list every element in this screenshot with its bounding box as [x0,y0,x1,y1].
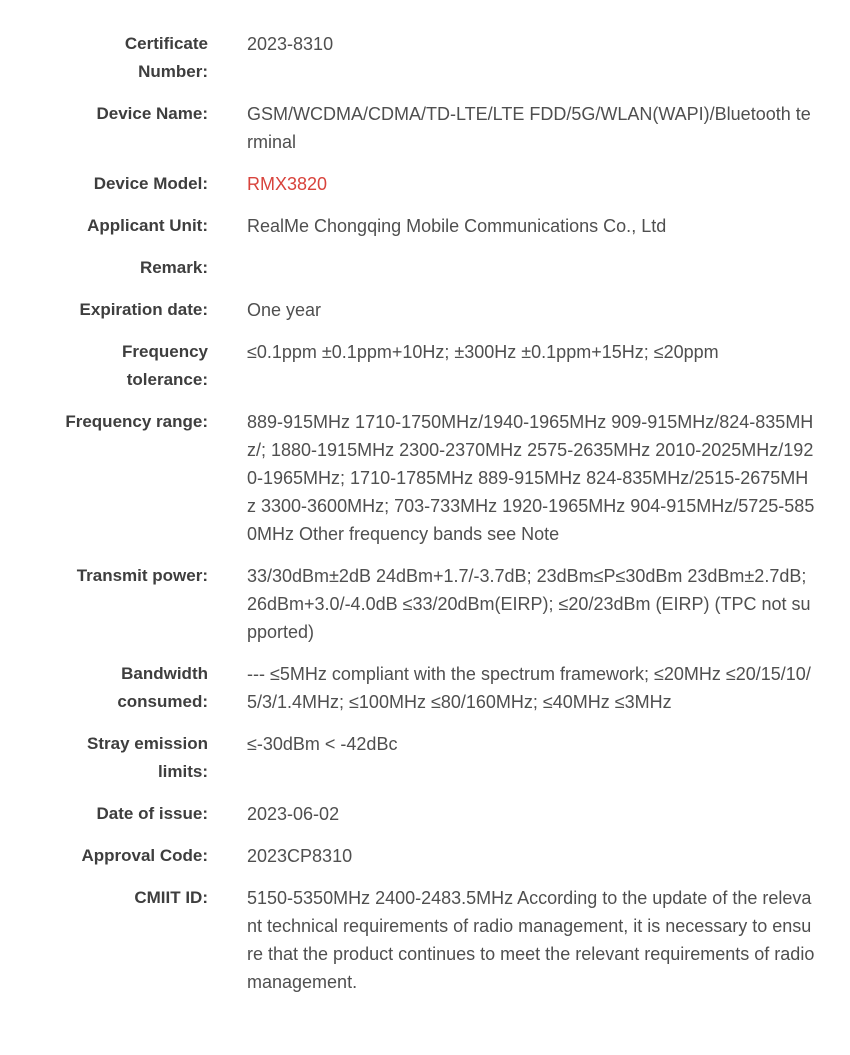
stray-emission-limits-value: ≤-30dBm < -42dBc [247,734,398,754]
certificate-number-label: Certificate Number: [124,34,208,81]
device-model-label: Device Model: [93,174,208,193]
frequency-tolerance-row [0,338,850,394]
bandwidth-consumed-label: Bandwidth consumed: [117,664,208,711]
transmit-power-row [0,562,850,646]
device-model-row [0,170,850,198]
cmiit-id-label: CMIIT ID: [134,888,208,907]
date-of-issue-value: 2023-06-02 [247,804,340,824]
cmiit-id-value: 5150-5350MHz 2400-2483.5MHz According to the update of the relevant technical requirements of radio management, it is necessary to ensure that the product continues to meet the relevant requirements of radio management. [247,888,815,992]
applicant-unit-value: RealMe Chongqing Mobile Communications Co., Ltd [247,216,667,236]
bandwidth-consumed-row [0,660,850,716]
approval-code-value: 2023CP8310 [247,846,353,866]
expiration-date-label: Expiration date: [79,300,208,319]
stray-emission-limits-row [0,730,850,786]
cmiit-id-row [0,884,850,996]
approval-code-label: Approval Code: [81,846,208,865]
frequency-tolerance-label: Frequency tolerance: [122,342,208,389]
device-name-row [0,100,850,156]
frequency-range-label: Frequency range: [65,412,208,431]
stray-emission-limits-label: Stray emission limits: [87,734,208,781]
bandwidth-consumed-value: --- ≤5MHz compliant with the spectrum framework; ≤20MHz ≤20/15/10/5/3/1.4MHz; ≤100MHz ≤80/160MHz; ≤40MHz ≤3MHz [247,664,811,712]
date-of-issue-label: Date of issue: [96,804,208,823]
certificate-number-row [0,30,850,86]
device-name-label: Device Name: [96,104,208,123]
device-name-value: GSM/WCDMA/CDMA/TD-LTE/LTE FDD/5G/WLAN(WAPI)/Bluetooth terminal [247,104,811,152]
frequency-range-value: 889-915MHz 1710-1750MHz/1940-1965MHz 909-915MHz/824-835MHz/; 1880-1915MHz 2300-2370MHz 2575-2635MHz 2010-2025MHz/1920-1965MHz; 1710-1785MHz 889-915MHz 824-835MHz/2515-2675MHz 3300-3600MHz; 703-733MHz 1920-1965MHz 904-915MHz/5725-5850MHz Other frequency bands see Note [247,412,815,544]
frequency-tolerance-value: ≤0.1ppm ±0.1ppm+10Hz; ±300Hz ±0.1ppm+15Hz; ≤20ppm [247,342,719,362]
applicant-unit-label: Applicant Unit: [87,216,208,235]
certificate-number-value: 2023-8310 [247,34,334,54]
expiration-date-value: One year [247,300,322,320]
remark-label: Remark: [139,258,208,277]
expiration-date-row [0,296,850,324]
transmit-power-value: 33/30dBm±2dB 24dBm+1.7/-3.7dB; 23dBm≤P≤30dBm 23dBm±2.7dB; 26dBm+3.0/-4.0dB ≤33/20dBm(EIRP); ≤20/23dBm (EIRP) (TPC not supported) [247,566,811,642]
remark-value [247,254,815,282]
applicant-unit-row [0,212,850,240]
approval-code-row [0,842,850,870]
transmit-power-label: Transmit power: [76,566,208,585]
remark-row [0,254,850,282]
device-model-value: RMX3820 [247,174,328,194]
frequency-range-row [0,408,850,548]
date-of-issue-row [0,800,850,828]
